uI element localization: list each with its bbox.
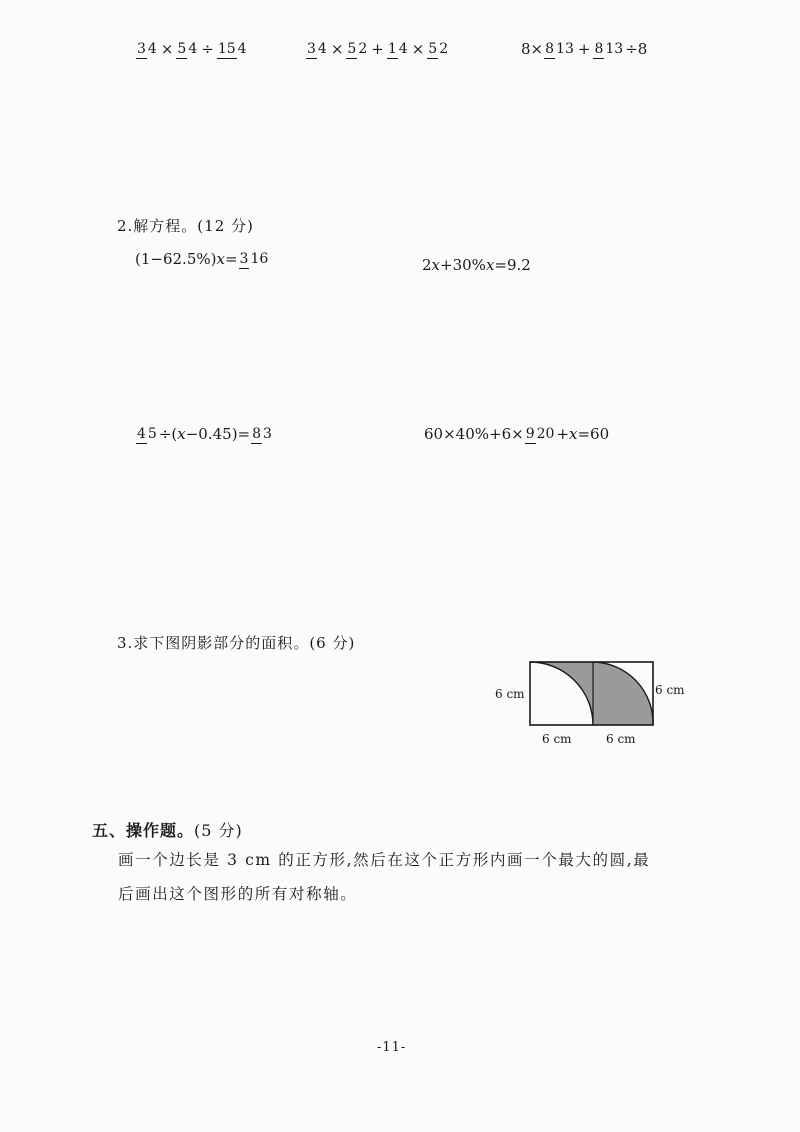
- equation-2: 2 x +30% x =9.2: [422, 256, 531, 274]
- label-bottom-left: 6 cm: [542, 732, 572, 746]
- shaded-region-right: [593, 662, 653, 725]
- fraction: 3 4: [137, 40, 157, 57]
- expression-2: 3 4 × 5 2 + 1 4 × 5 2: [307, 40, 449, 58]
- fraction: 8 13: [594, 40, 624, 57]
- fraction: 1 4: [387, 40, 408, 57]
- question-2-title: 2.解方程。(12 分): [117, 217, 254, 235]
- equation-1: (1−62.5%) x = 3 16: [135, 250, 269, 268]
- question-3-title: 3.求下图阴影部分的面积。(6 分): [117, 634, 356, 652]
- label-left-height: 6 cm: [495, 687, 525, 701]
- section-5-instruction-line-2: 后画出这个图形的所有对称轴。: [118, 885, 358, 903]
- shaded-area-figure: [528, 660, 655, 728]
- section-5-instruction-line-1: 画一个边长是 3 cm 的正方形,然后在这个正方形内画一个最大的圆,最: [118, 851, 651, 869]
- page-number: -11-: [377, 1040, 407, 1055]
- fraction: 5 2: [347, 40, 368, 57]
- fraction: 15 4: [217, 40, 247, 57]
- fraction: 9 20: [525, 425, 555, 442]
- expression-3: 8× 8 13 + 8 13 ÷8: [521, 40, 648, 58]
- fraction: 5 4: [177, 40, 198, 57]
- fraction: 3 4: [307, 40, 327, 57]
- label-right-height: 6 cm: [655, 683, 685, 697]
- equation-3: 4 5 ÷( x −0.45)= 8 3: [137, 425, 272, 443]
- section-5-title: 五、操作题。(5 分): [92, 821, 243, 840]
- fraction: 3 16: [239, 250, 269, 267]
- fraction: 4 5: [137, 425, 157, 442]
- expression-1: 3 4 × 5 4 ÷ 15 4: [137, 40, 247, 58]
- fraction: 8 3: [252, 425, 272, 442]
- label-bottom-right: 6 cm: [606, 732, 636, 746]
- equation-4: 60×40%+6× 9 20 + x =60: [424, 425, 610, 443]
- shaded-region-left: [530, 662, 593, 725]
- fraction: 5 2: [428, 40, 449, 57]
- fraction: 8 13: [545, 40, 574, 57]
